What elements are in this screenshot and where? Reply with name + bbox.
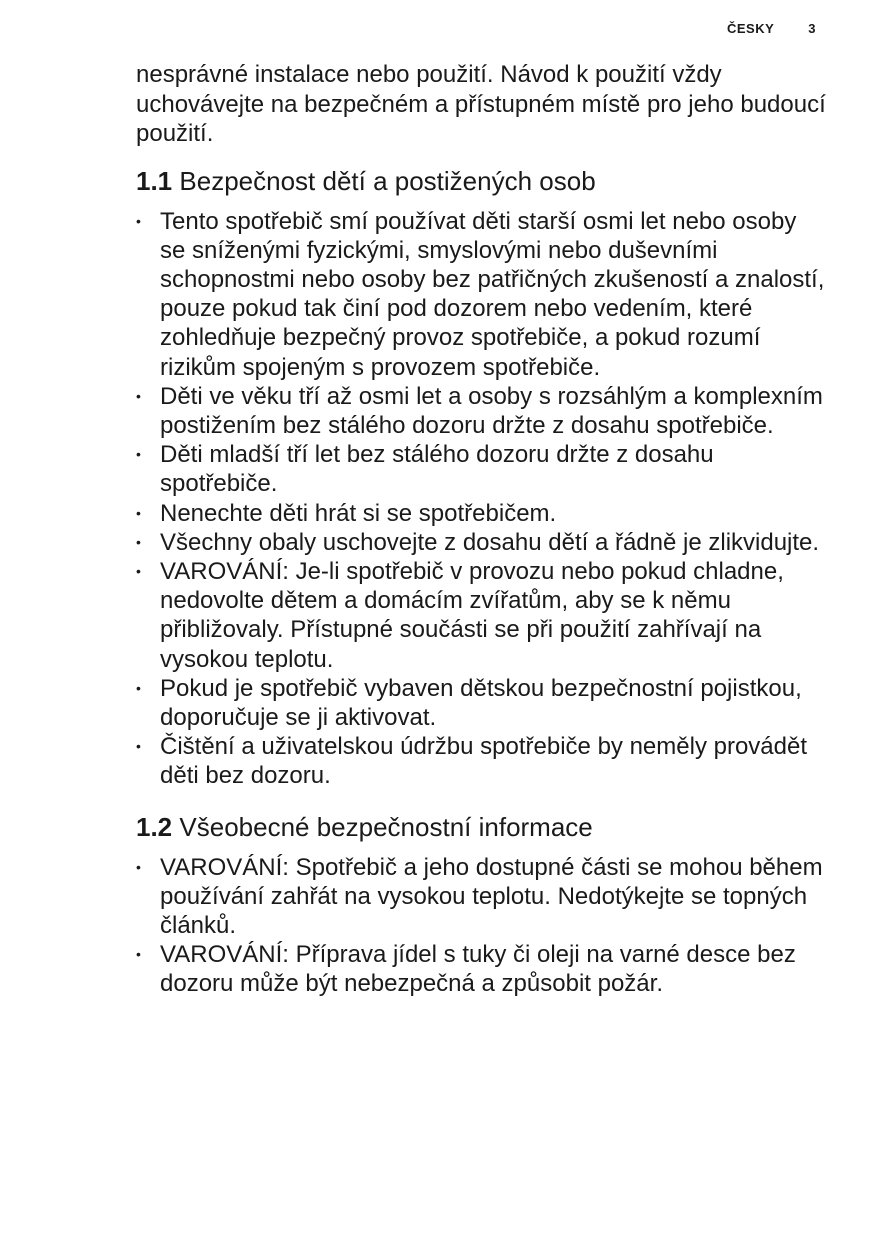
list-item [136, 440, 826, 498]
bullet-icon: • [136, 446, 141, 463]
language-label: ČESKY [726, 21, 775, 36]
list-item-text: Děti mladší tří let bez stálého dozoru držte z dosahu spotřebiče. [160, 441, 714, 498]
bullet-icon: • [136, 738, 141, 755]
list-item-text: VAROVÁNÍ: Je-li spotřebič v provozu nebo pokud chladne, nedovolte dětem a domácím zvířatům, aby se k němu přibližovaly. Přístupné součásti se při použití zahřívají na vysokou teplotu. [160, 557, 784, 673]
list-item-text: VAROVÁNÍ: Spotřebič a jeho dostupné části se mohou během používání zahřát na vysokou teplotu. Nedotýkejte se topných článků. [160, 853, 823, 939]
list-item [136, 557, 826, 674]
list-item [136, 732, 826, 790]
list-item [136, 499, 826, 528]
bullet-icon: • [136, 562, 141, 579]
bullet-icon: • [136, 679, 141, 696]
bullet-icon: • [136, 946, 141, 963]
list-item [136, 674, 826, 732]
list-item-text: VAROVÁNÍ: Příprava jídel s tuky či oleji na varné desce bez dozoru může být nebezpečná a způsobit požár. [160, 941, 796, 998]
list-item-text: Čištění a uživatelskou údržbu spotřebiče by neměly provádět děti bez dozoru. [160, 733, 808, 790]
list-item [136, 528, 826, 557]
section-title-text: Bezpečnost dětí a postižených osob [179, 165, 596, 196]
list-item-text: Pokud je spotřebič vybaven dětskou bezpečnostní pojistkou, doporučuje se ji aktivovat. [160, 674, 802, 731]
bullet-icon: • [136, 504, 141, 521]
bullet-list-1-1 [136, 207, 826, 791]
list-item [136, 382, 826, 440]
list-item-text: Nenechte děti hrát si se spotřebičem. [160, 499, 557, 527]
section-heading-1-2 [136, 811, 826, 843]
bullet-icon: • [136, 387, 141, 404]
section-number: 1.1 [136, 165, 173, 196]
list-item-text: Všechny obaly uschovejte z dosahu dětí a řádně je zlikvidujte. [160, 528, 820, 556]
document-body [136, 60, 826, 999]
bullet-icon: • [136, 533, 141, 550]
list-item [136, 940, 826, 998]
list-item [136, 853, 826, 941]
list-item-text: Děti ve věku tří až osmi let a osoby s rozsáhlým a komplexním postižením bez stálého dozoru držte z dosahu spotřebiče. [160, 382, 823, 439]
section-number: 1.2 [136, 811, 173, 842]
list-item-text: Tento spotřebič smí používat děti starší osmi let nebo osoby se sníženými fyzickými, smyslovými nebo duševními schopnostmi nebo osoby bez patřičných zkušeností a znalostí, pouze pokud tak činí pod dozorem nebo vedením, které zohledňuje bezpečný provoz spotřebiče, a pokud rozumí rizikům spojeným s provozem spotřebiče. [160, 207, 825, 381]
bullet-list-1-2 [136, 853, 826, 999]
page-number: 3 [808, 21, 816, 36]
bullet-icon: • [136, 212, 141, 229]
section-title-text: Všeobecné bezpečnostní informace [179, 811, 593, 842]
list-item [136, 207, 826, 382]
bullet-icon: • [136, 858, 141, 875]
section-heading-1-1 [136, 165, 826, 197]
intro-paragraph: nesprávné instalace nebo použití. Návod k použití vždy uchovávejte na bezpečném a přístupném místě pro jeho budoucí použití. [136, 61, 826, 147]
page-header [727, 21, 816, 36]
